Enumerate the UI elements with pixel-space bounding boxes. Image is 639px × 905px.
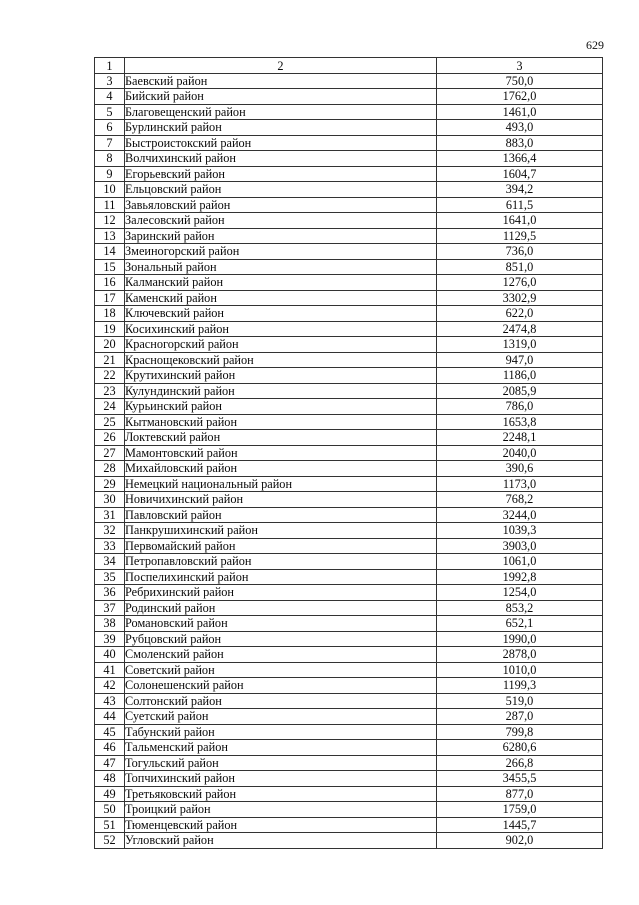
row-number: 20 (95, 337, 125, 353)
table-row (95, 631, 603, 647)
district-name: Егорьевский район (125, 166, 437, 182)
row-number: 16 (95, 275, 125, 291)
row-number: 10 (95, 182, 125, 198)
row-value: 736,0 (437, 244, 603, 260)
district-name: Косихинский район (125, 321, 437, 337)
row-number: 24 (95, 399, 125, 415)
row-value: 3302,9 (437, 290, 603, 306)
row-value: 1039,3 (437, 523, 603, 539)
row-value: 853,2 (437, 600, 603, 616)
district-name: Завьяловский район (125, 197, 437, 213)
district-name: Курьинский район (125, 399, 437, 415)
row-value: 519,0 (437, 693, 603, 709)
district-name: Тогульский район (125, 755, 437, 771)
row-value: 1319,0 (437, 337, 603, 353)
district-name: Романовский район (125, 616, 437, 632)
table-row (95, 259, 603, 275)
row-number: 51 (95, 817, 125, 833)
row-value: 851,0 (437, 259, 603, 275)
row-value: 1445,7 (437, 817, 603, 833)
table-row (95, 771, 603, 787)
row-value: 266,8 (437, 755, 603, 771)
district-name: Немецкий национальный район (125, 476, 437, 492)
table-row (95, 786, 603, 802)
row-value: 750,0 (437, 73, 603, 89)
district-name: Быстроистокский район (125, 135, 437, 151)
district-name: Петропавловский район (125, 554, 437, 570)
row-number: 15 (95, 259, 125, 275)
row-number: 21 (95, 352, 125, 368)
row-number: 45 (95, 724, 125, 740)
district-name: Павловский район (125, 507, 437, 523)
row-number: 48 (95, 771, 125, 787)
table-row (95, 73, 603, 89)
row-number: 19 (95, 321, 125, 337)
district-name: Змеиногорский район (125, 244, 437, 260)
row-value: 877,0 (437, 786, 603, 802)
row-number: 34 (95, 554, 125, 570)
row-number: 32 (95, 523, 125, 539)
header-col-1: 1 (95, 58, 125, 74)
district-name: Мамонтовский район (125, 445, 437, 461)
table-row (95, 182, 603, 198)
row-value: 2085,9 (437, 383, 603, 399)
district-name: Благовещенский район (125, 104, 437, 120)
row-number: 43 (95, 693, 125, 709)
table-row (95, 662, 603, 678)
table-row (95, 817, 603, 833)
row-value: 1254,0 (437, 585, 603, 601)
row-value: 2474,8 (437, 321, 603, 337)
row-number: 40 (95, 647, 125, 663)
row-number: 11 (95, 197, 125, 213)
row-value: 2248,1 (437, 430, 603, 446)
row-number: 50 (95, 802, 125, 818)
row-value: 493,0 (437, 120, 603, 136)
row-number: 8 (95, 151, 125, 167)
district-name: Залесовский район (125, 213, 437, 229)
row-value: 1276,0 (437, 275, 603, 291)
district-name: Ключевский район (125, 306, 437, 322)
row-value: 6280,6 (437, 740, 603, 756)
table-row (95, 523, 603, 539)
table-row (95, 647, 603, 663)
row-number: 3 (95, 73, 125, 89)
row-number: 23 (95, 383, 125, 399)
table-row (95, 538, 603, 554)
table-row (95, 569, 603, 585)
row-value: 1759,0 (437, 802, 603, 818)
row-value: 2040,0 (437, 445, 603, 461)
district-name: Угловский район (125, 833, 437, 849)
row-value: 1641,0 (437, 213, 603, 229)
row-value: 768,2 (437, 492, 603, 508)
row-number: 18 (95, 306, 125, 322)
row-number: 46 (95, 740, 125, 756)
district-name: Тюменцевский район (125, 817, 437, 833)
row-number: 13 (95, 228, 125, 244)
district-name: Троицкий район (125, 802, 437, 818)
district-name: Солтонский район (125, 693, 437, 709)
table-row (95, 740, 603, 756)
header-col-2: 2 (125, 58, 437, 74)
district-name: Бийский район (125, 89, 437, 105)
table-row (95, 135, 603, 151)
district-name: Суетский район (125, 709, 437, 725)
row-number: 35 (95, 569, 125, 585)
row-value: 947,0 (437, 352, 603, 368)
table-row (95, 213, 603, 229)
district-name: Краснощековский район (125, 352, 437, 368)
row-value: 1061,0 (437, 554, 603, 570)
row-number: 33 (95, 538, 125, 554)
table-row (95, 275, 603, 291)
district-name: Тальменский район (125, 740, 437, 756)
table-row (95, 104, 603, 120)
row-number: 12 (95, 213, 125, 229)
table-row (95, 166, 603, 182)
row-number: 25 (95, 414, 125, 430)
row-number: 17 (95, 290, 125, 306)
row-number: 30 (95, 492, 125, 508)
table-row (95, 600, 603, 616)
table-row (95, 306, 603, 322)
district-name: Кытмановский район (125, 414, 437, 430)
row-number: 42 (95, 678, 125, 694)
row-number: 49 (95, 786, 125, 802)
row-number: 29 (95, 476, 125, 492)
row-number: 39 (95, 631, 125, 647)
row-value: 1604,7 (437, 166, 603, 182)
row-number: 28 (95, 461, 125, 477)
row-value: 799,8 (437, 724, 603, 740)
row-number: 44 (95, 709, 125, 725)
table-row (95, 445, 603, 461)
district-name: Крутихинский район (125, 368, 437, 384)
table-row (95, 585, 603, 601)
row-number: 9 (95, 166, 125, 182)
row-number: 38 (95, 616, 125, 632)
row-value: 390,6 (437, 461, 603, 477)
row-value: 1992,8 (437, 569, 603, 585)
row-number: 4 (95, 89, 125, 105)
row-value: 902,0 (437, 833, 603, 849)
row-value: 1366,4 (437, 151, 603, 167)
row-value: 1186,0 (437, 368, 603, 384)
row-value: 883,0 (437, 135, 603, 151)
row-number: 52 (95, 833, 125, 849)
table-row (95, 461, 603, 477)
district-name: Поспелихинский район (125, 569, 437, 585)
district-name: Ребрихинский район (125, 585, 437, 601)
table-row (95, 120, 603, 136)
page-number: 629 (586, 38, 604, 52)
district-name: Смоленский район (125, 647, 437, 663)
district-name: Первомайский район (125, 538, 437, 554)
row-value: 622,0 (437, 306, 603, 322)
table-row (95, 833, 603, 849)
table-row (95, 724, 603, 740)
table-row (95, 802, 603, 818)
row-number: 36 (95, 585, 125, 601)
table-row (95, 89, 603, 105)
district-name: Баевский район (125, 73, 437, 89)
row-value: 394,2 (437, 182, 603, 198)
table-row (95, 337, 603, 353)
row-value: 1461,0 (437, 104, 603, 120)
row-number: 31 (95, 507, 125, 523)
table-row (95, 554, 603, 570)
row-value: 1173,0 (437, 476, 603, 492)
row-value: 2878,0 (437, 647, 603, 663)
table-row (95, 492, 603, 508)
district-name: Ельцовский район (125, 182, 437, 198)
row-number: 27 (95, 445, 125, 461)
row-number: 5 (95, 104, 125, 120)
row-value: 3244,0 (437, 507, 603, 523)
row-value: 786,0 (437, 399, 603, 415)
table-row (95, 290, 603, 306)
table-row (95, 321, 603, 337)
district-name: Советский район (125, 662, 437, 678)
row-value: 1129,5 (437, 228, 603, 244)
row-value: 611,5 (437, 197, 603, 213)
table-row (95, 368, 603, 384)
district-name: Калманский район (125, 275, 437, 291)
row-number: 6 (95, 120, 125, 136)
table-row (95, 244, 603, 260)
table-row (95, 383, 603, 399)
district-name: Михайловский район (125, 461, 437, 477)
district-name: Кулундинский район (125, 383, 437, 399)
table-row (95, 151, 603, 167)
table-row (95, 616, 603, 632)
row-value: 1653,8 (437, 414, 603, 430)
district-name: Панкрушихинский район (125, 523, 437, 539)
district-name: Бурлинский район (125, 120, 437, 136)
header-col-3: 3 (437, 58, 603, 74)
row-number: 14 (95, 244, 125, 260)
row-value: 3903,0 (437, 538, 603, 554)
district-name: Табунский район (125, 724, 437, 740)
table-row (95, 430, 603, 446)
row-value: 1762,0 (437, 89, 603, 105)
row-number: 7 (95, 135, 125, 151)
table-header-row (95, 58, 603, 74)
district-name: Новичихинский район (125, 492, 437, 508)
row-number: 26 (95, 430, 125, 446)
table-row (95, 197, 603, 213)
table-row (95, 678, 603, 694)
district-name: Солонешенский район (125, 678, 437, 694)
row-value: 287,0 (437, 709, 603, 725)
table-row (95, 693, 603, 709)
district-name: Локтевский район (125, 430, 437, 446)
district-table (94, 57, 603, 849)
table-row (95, 228, 603, 244)
district-name: Топчихинский район (125, 771, 437, 787)
row-value: 1010,0 (437, 662, 603, 678)
table-row (95, 755, 603, 771)
district-name: Заринский район (125, 228, 437, 244)
district-name: Третьяковский район (125, 786, 437, 802)
district-name: Рубцовский район (125, 631, 437, 647)
table-row (95, 709, 603, 725)
row-value: 1990,0 (437, 631, 603, 647)
table-row (95, 414, 603, 430)
district-name: Красногорский район (125, 337, 437, 353)
table-row (95, 352, 603, 368)
row-number: 41 (95, 662, 125, 678)
table-row (95, 476, 603, 492)
table-row (95, 507, 603, 523)
row-number: 47 (95, 755, 125, 771)
row-value: 3455,5 (437, 771, 603, 787)
district-name: Каменский район (125, 290, 437, 306)
table-row (95, 399, 603, 415)
row-number: 22 (95, 368, 125, 384)
row-number: 37 (95, 600, 125, 616)
district-name: Родинский район (125, 600, 437, 616)
row-value: 1199,3 (437, 678, 603, 694)
district-name: Волчихинский район (125, 151, 437, 167)
row-value: 652,1 (437, 616, 603, 632)
district-name: Зональный район (125, 259, 437, 275)
